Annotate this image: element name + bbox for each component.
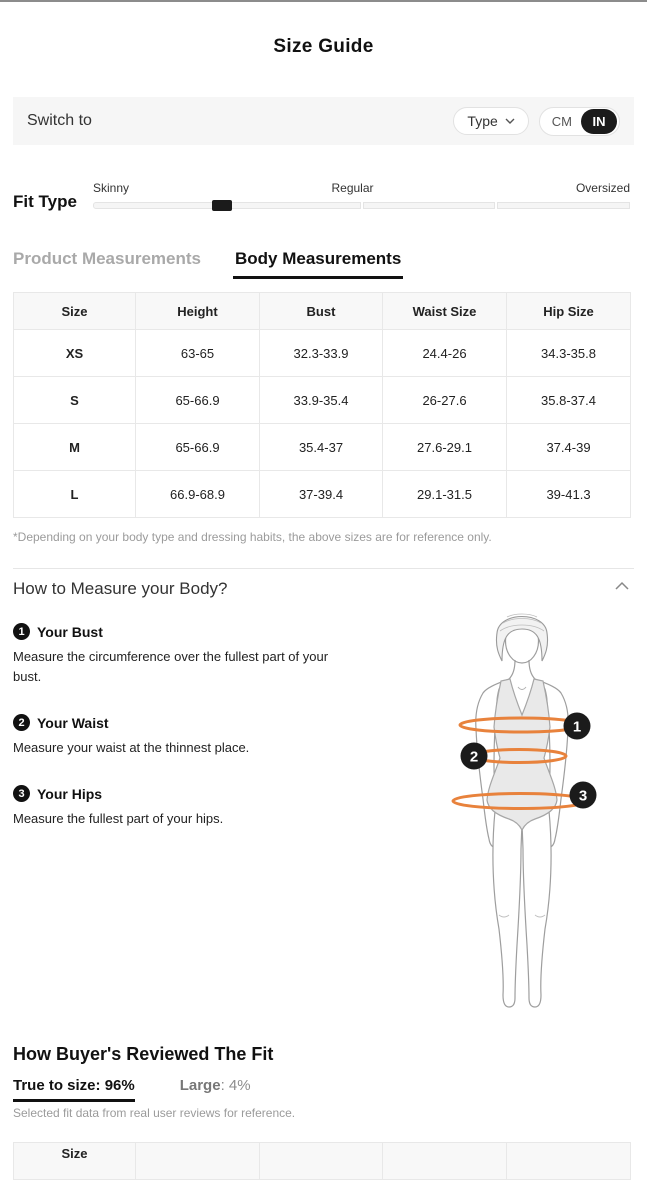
page-title: Size Guide — [273, 36, 374, 57]
cell-size: XS — [14, 330, 136, 377]
cell-bust: 33.9-35.4 — [260, 377, 383, 424]
table-row — [14, 330, 631, 377]
hip-marker — [570, 782, 597, 809]
fit-review-note: Selected fit data from real user reviews for reference. — [13, 1106, 296, 1120]
measure-instructions — [13, 623, 335, 857]
cell-bust: 32.3-33.9 — [260, 330, 383, 377]
unit-toggle[interactable] — [539, 107, 620, 136]
fit-review-title: How Buyer's Reviewed The Fit — [13, 1044, 274, 1064]
cell-hip: 34.3-35.8 — [507, 330, 631, 377]
step-3-badge: 3 — [13, 785, 30, 802]
size-disclaimer: *Depending on your body type and dressing habits, the above sizes are for reference only. — [13, 530, 492, 544]
tab-product-measurements[interactable]: Product Measurements — [13, 249, 201, 268]
table-row — [14, 377, 631, 424]
track-segment — [497, 202, 630, 209]
stat-true-to-size[interactable]: True to size: 96% — [13, 1077, 135, 1102]
type-dropdown-button[interactable] — [453, 107, 528, 135]
stat-large[interactable]: Large: 4% — [179, 1077, 251, 1094]
fit-review-table-partial — [13, 1142, 631, 1180]
fit-option-oversized[interactable]: Oversized — [575, 181, 630, 195]
section-divider — [13, 568, 634, 569]
cell-height: 65-66.9 — [136, 424, 260, 471]
measure-item-title: Your Waist — [37, 714, 109, 731]
svg-text:2: 2 — [469, 748, 479, 766]
col-header-hip: Hip Size — [507, 293, 631, 330]
bust-marker — [564, 713, 591, 740]
track-segment — [93, 202, 226, 209]
chevron-down-icon — [505, 118, 515, 124]
cell-size: L — [14, 471, 136, 518]
table-header-row — [14, 1143, 631, 1180]
cell-bust: 37-39.4 — [260, 471, 383, 518]
unit-option-in-selected[interactable]: IN — [581, 109, 617, 134]
measure-item-title: Your Hips — [37, 785, 103, 802]
partial-col-header — [136, 1143, 260, 1180]
measure-item-waist — [13, 714, 335, 758]
measure-item-description: Measure your waist at the thinnest place. — [13, 740, 250, 756]
cell-hip: 37.4-39 — [507, 424, 631, 471]
fit-type-options — [93, 181, 630, 196]
step-2-badge: 2 — [13, 714, 30, 731]
track-segment — [363, 202, 496, 209]
fit-review-stats — [13, 1077, 251, 1102]
track-segment — [228, 202, 361, 209]
fit-type-slider — [93, 181, 630, 209]
col-header-bust: Bust — [260, 293, 383, 330]
switch-to-label: Switch to — [27, 112, 92, 129]
svg-text:3: 3 — [578, 787, 588, 805]
cell-waist: 24.4-26 — [383, 330, 507, 377]
measure-item-bust — [13, 623, 335, 687]
svg-text:1: 1 — [572, 718, 582, 736]
cell-size: M — [14, 424, 136, 471]
col-header-height: Height — [136, 293, 260, 330]
type-dropdown-label: Type — [467, 113, 498, 129]
body-figure-illustration — [437, 603, 649, 1017]
measure-item-title: Your Bust — [37, 623, 103, 640]
cell-size: S — [14, 377, 136, 424]
cell-height: 65-66.9 — [136, 377, 260, 424]
fit-type-label: Fit Type — [13, 192, 77, 211]
fit-option-regular[interactable]: Regular — [331, 181, 374, 195]
measure-item-description: Measure the fullest part of your hips. — [13, 811, 224, 827]
fit-slider-handle[interactable] — [212, 200, 232, 211]
col-header-waist: Waist Size — [383, 293, 507, 330]
measurement-tabs — [13, 249, 403, 279]
chevron-up-icon[interactable] — [615, 582, 629, 590]
tab-body-measurements[interactable]: Body Measurements — [233, 249, 403, 279]
step-1-badge: 1 — [13, 623, 30, 640]
cell-waist: 26-27.6 — [383, 377, 507, 424]
cell-waist: 27.6-29.1 — [383, 424, 507, 471]
table-row — [14, 471, 631, 518]
cell-bust: 35.4-37 — [260, 424, 383, 471]
waist-marker — [461, 743, 488, 770]
cell-waist: 29.1-31.5 — [383, 471, 507, 518]
table-header-row — [14, 293, 631, 330]
fit-slider-track[interactable] — [93, 202, 630, 209]
partial-col-header — [260, 1143, 383, 1180]
partial-col-header: Size — [14, 1143, 136, 1180]
cell-hip: 35.8-37.4 — [507, 377, 631, 424]
cell-height: 63-65 — [136, 330, 260, 377]
how-to-measure-title: How to Measure your Body? — [13, 579, 228, 598]
measure-item-hips — [13, 785, 335, 829]
unit-option-cm[interactable]: CM — [551, 113, 572, 129]
body-measurement-figure — [437, 603, 649, 1022]
body-measurements-table — [13, 292, 631, 518]
unit-switch-bar — [13, 97, 634, 145]
partial-col-header — [383, 1143, 507, 1180]
fit-option-skinny[interactable]: Skinny — [93, 181, 130, 195]
measure-item-description: Measure the circumference over the fullest part of your bust. — [13, 649, 329, 685]
col-header-size: Size — [14, 293, 136, 330]
cell-hip: 39-41.3 — [507, 471, 631, 518]
cell-height: 66.9-68.9 — [136, 471, 260, 518]
partial-col-header — [507, 1143, 631, 1180]
table-row — [14, 424, 631, 471]
